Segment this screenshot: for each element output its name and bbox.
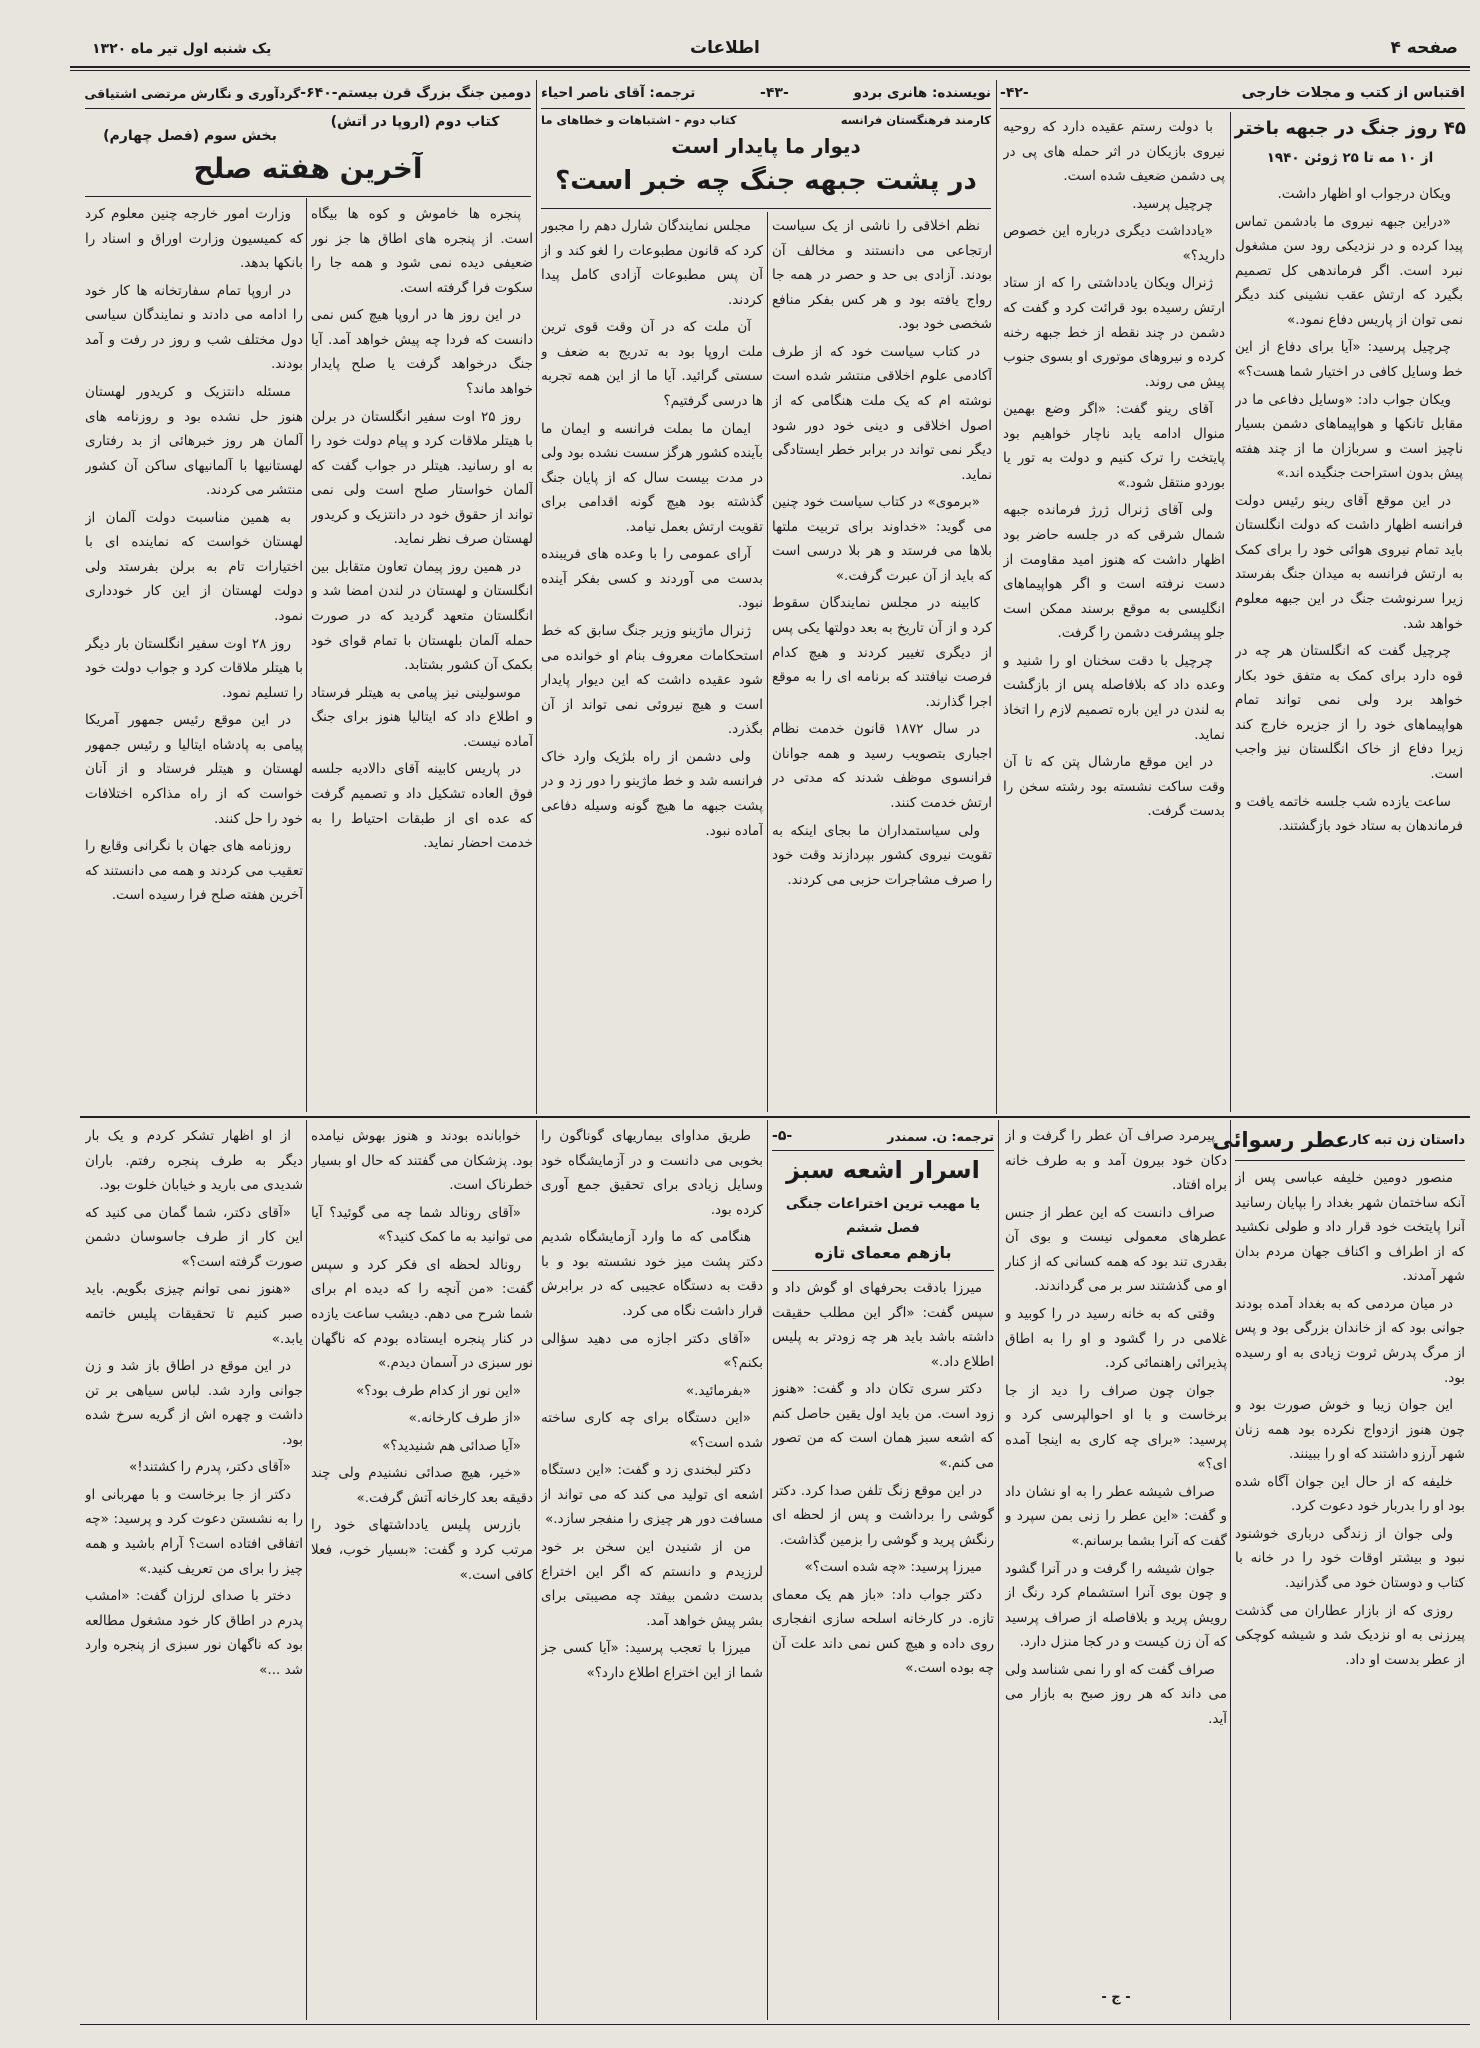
paragraph: «یادداشت دیگری درباره این خصوص دارید؟»: [1003, 223, 1225, 264]
paragraph: جوان شیشه را گرفت و در آنرا گشود و چون بوی آنرا استشمام کرد رنگ از رویش پرید و بلافاصله از صراف پرسید که آن زن کیست و در کجا منزل دارد.: [1005, 1560, 1227, 1651]
paragraph: بازرس پلیس یادداشتهای خود را مرتب کرد و گفت: «بسیار خوب، فعلا کافی است.»: [311, 1517, 533, 1583]
paragraph: دکتر سری تکان داد و گفت: «هنوز زود است. من باید اول یقین حاصل کنم که اشعه سبز همان است که من تصور می کنم.»: [772, 1381, 994, 1471]
paragraph: از او اظهار تشکر کردم و یک بار دیگر به طرف پنجره رفتم. باران شدیدی می بارید و خیابان خلوت بود.: [85, 1128, 303, 1194]
article-headline: آخرین هفته صلح: [193, 152, 423, 185]
bottom-rule: [80, 2024, 1470, 2025]
paragraph: «بفرمائید.»: [685, 1382, 751, 1399]
column: [311, 1124, 533, 2016]
paragraph: ساعت یازده شب جلسه خاتمه یافت و فرماندهان به ستاد خود بازگشتند.: [1235, 793, 1463, 835]
paragraph: چرچیل گفت که انگلستان هر چه در قوه دارد برای کمک به متفق خود بکار خواهد برد ولی نمی تواند تمام هواپیماهای خود را از جزیره خارج کند زیرا دفاع از خاک انگلستان نیز واجب است.: [1235, 643, 1463, 782]
chapter-label: فصل ششم: [846, 1221, 920, 1236]
book-label: کتاب دوم - اشتباهات و خطاهای ما: [541, 113, 737, 127]
paragraph: صراف شیشه عطر را به او نشان داد و گفت: «این عطر را زنی بمن سپرد و گفت که آنرا بشما برسانم.»: [1005, 1483, 1227, 1549]
masthead-rule: [70, 66, 1470, 71]
paragraph: «آقای دکتر اجازه می دهید سؤالی بکنم؟»: [541, 1330, 763, 1372]
paragraph: روزنامه های جهان با نگرانی وقایع را تعقیب می کردند و همه می دانستند که آخرین هفته صلح فرا رسیده است.: [85, 838, 303, 904]
paragraph: وزارت امور خارجه چنین معلوم کرد که کمیسیون وزارت اوراق و اسناد را بانکها بدهد.: [85, 206, 303, 272]
paragraph: «آقای رونالد شما چه می گوئید؟ آیا می توانید به ما کمک کنید؟»: [311, 1204, 533, 1246]
paragraph: چرچیل پرسید: «آیا برای دفاع از این خط وسایل کافی در اختیار شما هست؟»: [1235, 339, 1463, 380]
paragraph: «این دستگاه برای چه کاری ساخته شده است؟»: [541, 1410, 763, 1451]
paragraph: روزی که از بازار عطاران می گذشت پیرزنی به او نزدیک شد و شیشه کوچکی از عطر بدست او داد.: [1235, 1602, 1465, 1668]
article-header: [1000, 80, 1465, 106]
paragraph: دکتر از جا برخاست و با مهربانی او را به نشستن دعوت کرد و پرسید: «چه اتفاقی افتاده است؟ آرام باشید و همه چیز را برای من تعریف کنید.»: [85, 1486, 303, 1577]
article-headline: در پشت جبهه جنگ چه خبر است؟: [555, 166, 977, 196]
paragraph: «از طرف کارخانه.»: [408, 1410, 521, 1427]
paragraph: در اروپا تمام سفارتخانه ها کار خود را ادامه می دادند و نمایندگان سیاسی دول مختلف شب و روز در رفت و آمد بودند.: [85, 282, 303, 373]
column: [541, 1124, 763, 2016]
paragraph: در کتاب سیاست خود که از طرف آکادمی علوم اخلاقی منتشر شده است نوشته ام که یک ملت هنگامی که از اصول اخلاقی و دینی خود دور شود دیگر نمی تواند در برابر خطر ایستادگی نماید.: [772, 343, 992, 483]
paragraph: وقتی که به خانه رسید در را کوبید و غلامی در را گشود و او را به اطاق پذیرائی راهنمائی کرد.: [1005, 1305, 1227, 1372]
paragraph: روز ۲۵ اوت سفیر انگلستان در برلن با هیتلر ملاقات کرد و پیام دولت خود را به او رسانید. هیتلر در جواب گفت که آلمان خواستار صلح است ولی نمی تواند از حقوق خود در دانتزیک و کریدور لهستان صرف نظر نماید.: [311, 408, 533, 548]
paragraph: در این موقع رئیس جمهور آمریکا پیامی به پادشاه ایتالیا و رئیس جمهور لهستان و هیتلر فرستاد و از آنان خواست که از راه مذاکره اختلافات خود را حل کنند.: [85, 712, 303, 827]
paragraph: طریق مداوای بیماریهای گوناگون را بخوبی می دانست و در آزمایشگاه خود وسایل زیادی برای تحقیق جمع آوری کرده بود.: [541, 1128, 763, 1218]
paragraph: منصور دومین خلیفه عباسی پس از آنکه ساختمان شهر بغداد را بپایان رسانید آنرا پایتخت خود قرار داد و طولی نکشید که از اطراف و اکناف جهان مردم بدان شهر آمدند.: [1235, 1170, 1465, 1285]
paragraph: پنجره ها خاموش و کوه ها بیگاه است. از پنجره های اطاق ها جز نور ضعیفی دیده نمی شود و همه جا را سکوت فرا گرفته است.: [311, 206, 533, 296]
story-header: [1212, 1124, 1465, 1156]
paragraph: «برموی» در کتاب سیاست خود چنین می گوید: «خداوند برای تربیت ملتها بلاها می فرستد و هر بلا درسی است که باید از آن عبرت گرفت.»: [772, 494, 992, 584]
page-number: صفحه ۴: [1390, 38, 1458, 58]
paragraph: میرزا بادقت بحرفهای او گوش داد و سپس گفت: «اگر این مطلب حقیقت داشته باشد باید هر چه زودتر به پلیس اطلاع داد.»: [772, 1280, 994, 1370]
paragraph: «هنوز نمی توانم چیزی بگویم. باید صبر کنیم تا تحقیقات پلیس خاتمه یابد.»: [85, 1281, 303, 1347]
column-rule: [306, 198, 307, 1112]
installment-number: -۶۴۰-: [300, 85, 338, 101]
column-rule: [767, 212, 768, 1112]
header-rule: [1235, 1160, 1465, 1161]
paragraph: میرزا با تعجب پرسید: «آیا کسی جز شما از این اختراع اطلاع دارد؟»: [541, 1640, 763, 1681]
paper-name: اطلاعات: [690, 38, 760, 58]
paragraph: مجلس نمایندگان شارل دهم را مجبور کرد که قانون مطبوعات را لغو کند و از آن پس مطبوعات آزادی کامل پیدا کردند.: [541, 218, 763, 308]
paragraph: دکتر جواب داد: «باز هم یک معمای تازه. در کارخانه اسلحه سازی انفجاری روی داده و هیچ کس نمی داند علت آن چه بوده است.»: [772, 1586, 994, 1677]
article-header: [85, 80, 531, 106]
article-title: دیوار ما پایدار است: [671, 134, 861, 158]
story-kicker: داستان زن تبه کار: [1349, 1132, 1465, 1148]
paragraph: کابینه در مجلس نمایندگان سقوط کرد و از آن تاریخ به بعد دولتها یکی پس از دیگری تغییر کردند و هیچ کدام فرصت نیافتند که برنامه ای را به موقع اجرا گذارند.: [772, 595, 992, 710]
chapter-title: بازهم معمای تازه: [814, 1243, 952, 1262]
column-rule: [1230, 112, 1231, 1112]
paragraph: نظم اخلاقی را ناشی از یک سیاست ارتجاعی می دانستند و مخالف آن بودند. آزادی بی حد و حصر در همه جا رواج یافته بود و هر کس بفکر منافع شخصی خود بود.: [772, 218, 992, 333]
column: [311, 202, 533, 1110]
part-label: بخش سوم (فصل چهارم): [103, 128, 277, 144]
story-header: [772, 1124, 994, 1148]
paragraph: موسولینی نیز پیامی به هیتلر فرستاد و اطلاع داد که ایتالیا هنوز برای جنگ آماده نیست.: [311, 684, 533, 750]
paragraph: با دولت رستم عقیده دارد که روحیه نیروی بازیکان در اثر حمله های پی در پی دشمن ضعیف شده است.: [1003, 119, 1225, 185]
column: [541, 214, 763, 1110]
paragraph: در این موقع زنگ تلفن صدا کرد. دکتر گوشی را برداشت و پس از لحظه ای رنگش پرید و گوشی را بزمین گذاشت.: [772, 1482, 994, 1548]
author-note: کارمند فرهنگستان فرانسه: [840, 113, 991, 127]
story-title: عطر رسوائی: [1212, 1128, 1350, 1152]
column: [1235, 182, 1463, 1110]
article-subheader: [541, 111, 991, 129]
translator-line: ترجمه: آقای ناصر احیاء: [541, 85, 696, 101]
paragraph: در پاریس کابینه آقای دالادیه جلسه فوق العاده تشکیل داد و تصمیم گرفت که عده ای از طبقات احتیاط را به خدمت احضار نماید.: [311, 761, 533, 852]
article-header: [541, 80, 991, 106]
end-mark: - ج -: [1101, 1990, 1131, 2005]
issue-date: یک شنبه اول تیر ماه ۱۳۲۰: [92, 41, 272, 57]
paragraph: هنگامی که ما وارد آزمایشگاه شدیم دکتر پشت میز خود نشسته بود و با دقت به دستگاه عجیبی که در برابرش قرار داشت نگاه می کرد.: [541, 1229, 763, 1319]
paragraph: «آقای دکتر، شما گمان می کنید که این کار از طرف جاسوسان دشمن صورت گرفته است؟»: [85, 1204, 303, 1270]
paragraph: «آقای دکتر، پدرم را کشتند!»: [129, 1459, 291, 1476]
paragraph: آن ملت که در آن وقت قوی ترین ملت اروپا بود به تدریج به ضعف و سستی گرائید. آیا ما از این همه تجربه ها درسی گرفتیم؟: [541, 319, 763, 409]
paragraph: ژنرال ماژینو وزیر جنگ سابق که خط استحکامات معروف بنام او خوانده می شود عقیده داشت که این دیوار پایدار است و هیچ نیروئی نمی تواند از آن بگذرد.: [541, 623, 763, 738]
paragraph: در این موقع آقای رینو رئیس دولت فرانسه اظهار داشت که دولت انگلستان باید تمام نیروی هوائی خود را برای کمک به ارتش فرانسه به میدان جنگ بفرستد زیرا سرنوشت جنگ در این جبهه معلوم خواهد شد.: [1235, 492, 1463, 632]
paragraph: ولی دشمن از راه بلژیک وارد خاک فرانسه شد و خط ماژینو را دور زد و در پشت جبهه ما هیچ گونه وسیله دفاعی آماده نبود.: [541, 748, 763, 839]
article-title: ۴۵ روز جنگ در جبهه باختر: [1234, 118, 1466, 139]
header-rule: [772, 1150, 994, 1151]
column-rule: [536, 1120, 537, 2020]
paragraph: «دراین جبهه نیروی ما بادشمن تماس پیدا کرده و در نزدیکی رود سن مشغول نبرد است. اگر فرماندهی کل تصمیم بگیرد که ارتش عقب نشینی کند دیگر نمی توان از پاریس دفاع نمود.»: [1235, 213, 1463, 328]
column: [1003, 115, 1225, 1110]
column: [1005, 1124, 1227, 1986]
paragraph: ولی جوان از زندگی درباری خوشنود نبود و بیشتر اوقات خود را در خانه با کتاب و دوستان خود می گذرانید.: [1235, 1525, 1465, 1591]
paragraph: روز ۲۸ اوت سفیر انگلستان بار دیگر با هیتلر ملاقات کرد و جواب دولت خود را تسلیم نمود.: [85, 635, 303, 701]
column-rule: [767, 1120, 768, 2020]
paragraph: چرچیل با دقت سخنان او را شنید و وعده داد که بلافاصله پس از بازگشت به لندن در این باره تصمیم لازم را اتخاذ نماید.: [1003, 652, 1225, 743]
paragraph: دکتر لبخندی زد و گفت: «این دستگاه اشعه ای تولید می کند که می تواند از مسافت دور هر چیزی را منفجر سازد.»: [541, 1462, 763, 1528]
paragraph: صراف دانست که این عطر از جنس عطرهای معمولی نیست و بوی آن بقدری تند بود که همه کسانی که از کنار او می گذشتند سر بر می گرداندند.: [1005, 1204, 1227, 1295]
paragraph: ولی آقای ژنرال ژرژ فرمانده جبهه شمال شرقی که در جلسه حاضر بود اظهار داشت که هنوز امید مقاومت از دست نرفته است و اگر هواپیماهای انگلیسی به موقع برسند ممکن است جلو پیشرفت دشمن را گرفت.: [1003, 502, 1225, 642]
paragraph: در این موقع در اطاق باز شد و زن جوانی وارد شد. لباس سیاهی بر تن داشت و چهره اش از گریه سرخ شده بود.: [85, 1358, 303, 1448]
compiler-line: گردآوری و نگارش مرتضی اشتیاقی: [84, 85, 301, 101]
article-subtitle: از ۱۰ مه تا ۲۵ ژوئن ۱۹۴۰: [1266, 150, 1434, 166]
paragraph: ویکان درجواب او اظهار داشت.: [1277, 186, 1451, 202]
translator-line: ترجمه: ن. سمندر: [887, 1128, 994, 1144]
paragraph: ایمان ما بملت فرانسه و ایمان ما بآینده کشور هرگز سست نشده بود ولی در مدت بیست سال که از پایان جنگ گذشته بود هیچ گونه اقدامی برای تقویت ارتش بعمل نیامد.: [541, 420, 763, 535]
paragraph: پیرمرد صراف آن عطر را گرفت و از دکان خود بیرون آمد و به طرف خانه براه افتاد.: [1005, 1128, 1227, 1194]
title-rule: [772, 1270, 994, 1271]
paragraph: آرای عمومی را با وعده های فریبنده بدست می آوردند و کسی بفکر آینده نبود.: [541, 546, 763, 612]
paragraph: در سال ۱۸۷۲ قانون خدمت نظام اجباری بتصویب رسید و همه جوانان فرانسوی موظف شدند که مدتی در ارتش خدمت کنند.: [772, 721, 992, 811]
column: [85, 202, 303, 1110]
header-rule: [541, 108, 991, 109]
paragraph: در این روز ها در اروپا هیچ کس نمی دانست که فردا چه پیش خواهد آمد. آیا جنگ درخواهد گرفت یا صلح پایدار خواهد ماند؟: [311, 307, 533, 397]
story-title: اسرار اشعه سبز: [786, 1156, 980, 1184]
installment-number: -۴۲-: [1000, 85, 1029, 101]
paragraph: من از شنیدن این سخن بر خود لرزیدم و دانستم که اگر این اختراع بدست دشمن بیفتد چه مصیبتی برای بشر پیش خواهد آمد.: [541, 1539, 763, 1629]
title-rule: [85, 196, 531, 197]
header-rule: [1000, 108, 1465, 109]
paragraph: خلیفه که از حال این جوان آگاه شده بود او را بدربار خود دعوت کرد.: [1235, 1473, 1465, 1515]
paragraph: «این نور از کدام طرف بود؟»: [356, 1382, 521, 1399]
paragraph: در همین روز پیمان تعاون متقابل بین انگلستان و لهستان در لندن امضا شد و انگلستان متعهد گردید که در صورت حمله آلمان بلهستان با تمام قوای خود بکمک آن کشور بشتابد.: [311, 558, 533, 674]
section-divider: [80, 1116, 1470, 1118]
paragraph: «آیا صدائی هم شنیدید؟»: [382, 1437, 521, 1454]
paragraph: در میان مردمی که به بغداد آمده بودند جوانی بود که از خاندان بزرگی بود و پس از مرگ پدرش ثروت زیادی به او رسیده بود.: [1235, 1295, 1465, 1386]
story-subtitle: یا مهیب ترین اختراعات جنگی: [785, 1196, 981, 1212]
column: [772, 1276, 994, 2016]
column-rule: [1230, 1120, 1231, 2020]
paragraph: ولی سیاستمداران ما بجای اینکه به تقویت نیروی کشور بپردازند وقت خود را صرف مشاجرات حزبی می کردند.: [772, 822, 992, 888]
paragraph: دختر با صدای لرزان گفت: «امشب پدرم در اطاق کار خود مشغول مطالعه بود که ناگهان نور سبزی از پنجره وارد شد ...»: [85, 1588, 303, 1678]
paragraph: میرزا پرسید: «چه شده است؟»: [804, 1559, 982, 1576]
installment-number: -۵-: [772, 1128, 793, 1144]
paragraph: جوان چون صراف را دید از جا برخاست و با او احوالپرسی کرد و پرسید: «برای چه کاری به اینجا آمده ای؟»: [1005, 1382, 1227, 1473]
book-label: کتاب دوم (اروپا در آتش): [330, 114, 500, 130]
title-rule: [541, 208, 991, 209]
column-rule: [998, 1120, 999, 2020]
paragraph: در این موقع مارشال پتن که تا آن وقت ساکت نشسته بود رشته سخن را بدست گرفت.: [1003, 754, 1225, 820]
paragraph: رونالد لحظه ای فکر کرد و سپس گفت: «من آنچه را که دیده ام برای شما شرح می دهم. دیشب ساعت یازده در کنار پنجره ایستاده بودم که ناگهان نور سبزی در آسمان دیدم.»: [311, 1256, 533, 1372]
column: [85, 1124, 303, 2016]
paragraph: «خیر، هیچ صدائی نشنیدم ولی چند دقیقه بعد کارخانه آتش گرفت.»: [311, 1465, 533, 1506]
column-rule: [996, 80, 997, 1114]
header-rule: [85, 108, 531, 109]
paragraph: این جوان زیبا و خوش صورت بود و چون هنوز ازدواج نکرده بود همه زنان شهر آرزو داشتند که او را ببینند.: [1235, 1397, 1465, 1463]
paragraph: به همین مناسبت دولت آلمان از لهستان خواست که نماینده ای با اختیارات تام به برلن بفرستد ولی دولت لهستان از این کار خودداری نمود.: [85, 509, 303, 624]
column-rule: [536, 80, 537, 1114]
paragraph: آقای رینو گفت: «اگر وضع بهمین منوال ادامه یابد ناچار خواهیم بود پایتخت را ترک کنیم و دولت به تور یا بوردو منتقل شود.»: [1003, 401, 1225, 491]
column: [772, 214, 992, 1110]
paragraph: مسئله دانتزیک و کریدور لهستان هنوز حل نشده بود و روزنامه های آلمان هر روز خبرهائی از بد رفتاری لهستانیها با آلمانیهای ساکن آن کشور منتشر می کردند.: [85, 383, 303, 499]
paragraph: خوابانده بودند و هنوز بهوش نیامده بود. پزشکان می گفتند که حال او بسیار خطرناک است.: [311, 1128, 533, 1194]
column: [1235, 1166, 1465, 2016]
column-rule: [306, 1120, 307, 2020]
author-line: نویسنده: هانری بردو: [853, 85, 991, 101]
series-title: دومین جنگ بزرگ قرن بیستم: [337, 85, 531, 101]
installment-number: -۴۳-: [760, 85, 789, 101]
paragraph: ویکان جواب داد: «وسایل دفاعی ما در مقابل تانکها و هواپیماهای دشمن بسیار ناچیز است و سربازان ما از چند هفته پیش بدون استراحت جنگیده اند.»: [1235, 391, 1463, 482]
paragraph: صراف گفت که او را نمی شناسد ولی می داند که هر روز صبح به بازار می آید.: [1005, 1661, 1227, 1727]
paragraph: ژنرال ویکان یادداشتی را که از ستاد ارتش رسیده بود قرائت کرد و گفت که دشمن در چند نقطه از خط جبهه رخنه کرده و نیروهای موتوری او بسوی جنوب پیش می روند.: [1003, 275, 1225, 390]
paragraph: چرچیل پرسید.: [1132, 195, 1213, 212]
section-kicker: اقتباس از کتب و مجلات خارجی: [1241, 85, 1465, 101]
